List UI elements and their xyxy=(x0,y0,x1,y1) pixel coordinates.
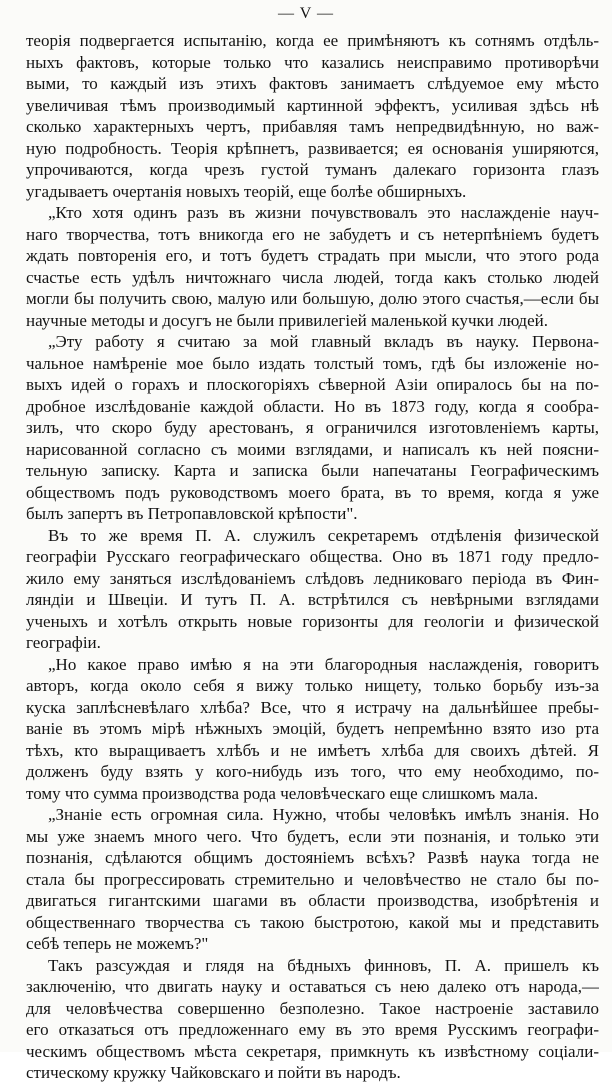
paragraph-2 xyxy=(26,202,599,331)
text-line: тому что сумма производства рода человѣческаго еще слишкомъ мала. xyxy=(26,783,539,803)
page-number: — V — xyxy=(278,5,334,22)
text-line: ляндіи и Швеціи. И тутъ П. А. встрѣтился съ невѣрными взглядами xyxy=(26,590,599,609)
text-line: общественнаго творчества съ такою быстротою, какой мы и представить xyxy=(26,912,599,932)
text-line: выми, то каждый изъ этихъ фактовъ занимаетъ слѣдуемое ему мѣсто xyxy=(26,74,599,93)
text-line: стическому кружку Чайковскаго и пойти въ народъ. xyxy=(26,1063,401,1082)
text-line: упрочиваются, когда чрезъ густой туманъ далекаго горизонта глазъ xyxy=(26,160,599,179)
paragraph-4 xyxy=(26,525,599,654)
text-line: ную подробность. Теорія крѣпнетъ, развивается; ея основанія уширяются, xyxy=(26,138,599,158)
text-line: себѣ теперь не можемъ?" xyxy=(26,934,209,953)
text-line: его отказаться отъ предложеннаго ему въ это время Русскимъ географи- xyxy=(26,1020,599,1039)
paragraph-5 xyxy=(26,654,599,805)
text-line: авторъ, когда около себя я вижу только нищету, только борьбу изъ-за xyxy=(26,676,599,695)
text-line: стала бы прогрессировать стремительно и человѣчество не стало бы по- xyxy=(26,869,599,889)
text-line: ческимъ обществомъ мѣста секретаря, примкнуть къ извѣстному соціали- xyxy=(26,1041,599,1061)
text-line: „Эту работу я считаю за мой главный вкладъ въ науку. Первона- xyxy=(48,332,599,351)
text-line: Такъ разсуждая и глядя на бѣдныхъ финновъ, П. А. пришелъ къ xyxy=(48,955,599,975)
text-line: угадываетъ очертанія новыхъ теорій, еще болѣе обширныхъ. xyxy=(26,181,467,201)
paragraph-6 xyxy=(26,804,599,955)
text-line: ныхъ фактовъ, которые только что казались неисправимо противорѣчи xyxy=(26,52,599,72)
text-line: сколько характерныхъ чертъ, прибавляя тамъ непредвидѣнную, но важ- xyxy=(26,117,599,136)
text-line: научные методы и досугъ не были привилегіей маленькой кучки людей. xyxy=(26,310,548,330)
text-line: выхъ идей о горахъ и плоскогоріяхъ сѣверной Азіи опиралось бы на по- xyxy=(26,375,599,394)
text-line: тельную записку. Карта и записка были напечатаны Географическимъ xyxy=(26,461,599,480)
text-line: наго творчества, тотъ вникогда его не забудетъ и съ нетерпѣніемъ будетъ xyxy=(26,224,599,244)
text-line: „Знаніе есть огромная сила. Нужно, чтобы человѣкъ имѣлъ знанія. Но xyxy=(48,805,599,824)
paragraph-7 xyxy=(26,955,599,1084)
text-line: географіи Русскаго географическаго общества. Оно въ 1871 году предло- xyxy=(26,547,599,566)
text-line: познанія, сдѣлаются общимъ достояніемъ всѣхъ? Развѣ наука тогда не xyxy=(26,848,599,867)
text-line: ваніе въ этомъ мірѣ нѣжныхъ эмоцій, будетъ непремѣнно взято изо рта xyxy=(26,719,599,738)
text-line: могли бы получить свою, малую или большую, долю этого счастья,—если бы xyxy=(26,289,599,308)
text-line: былъ запертъ въ Петропавловской крѣпости". xyxy=(26,504,358,523)
text-line: двигаться гигантскими шагами въ области производства, изобрѣтенія и xyxy=(26,891,599,910)
text-line: теорія подвергается испытанію, когда ее примѣняютъ къ сотнямъ отдѣль- xyxy=(26,31,599,50)
text-line: увеличивая тѣмъ производимый картинной эффектъ, усиливая здѣсь нѣ xyxy=(26,95,599,115)
text-line: для человѣчества совершенно безполезно. Такое настроеніе заставило xyxy=(26,998,599,1018)
text-line: географіи. xyxy=(26,633,101,652)
text-line: тѣхъ, кто выращиваетъ хлѣбъ и не имѣетъ хлѣба для своихъ дѣтей. Я xyxy=(26,740,599,760)
text-line: чальное намѣреніе мое было издать толстый томъ, гдѣ бы изложеніе но- xyxy=(26,353,599,373)
text-line: Въ то же время П. А. служилъ секретаремъ отдѣленія физической xyxy=(48,525,599,545)
text-line: „Кто хотя одинъ разъ въ жизни почувствовалъ это наслажденіе науч- xyxy=(48,203,599,222)
paragraph-3 xyxy=(26,331,599,525)
text-line: долженъ буду взять у кого-нибудь изъ того, что ему необходимо, по- xyxy=(26,762,599,781)
text-line: заключенію, что двигать науку и оставаться съ нею далеко отъ народа,— xyxy=(26,977,599,996)
text-line: „Но какое право имѣю я на эти благородныя наслажденія, говоритъ xyxy=(48,654,599,674)
text-line: дробное изслѣдованіе каждой области. Но въ 1873 году, когда я сообра- xyxy=(26,396,599,416)
text-line: зилъ, что скоро буду арестованъ, я ограничился изготовленіемъ карты, xyxy=(26,418,599,437)
text-line: нарисованной согласно съ моими взглядами, и написалъ къ ней поясни- xyxy=(26,439,599,459)
text-line: обществомъ подъ руководствомъ моего брата, въ то время, когда я уже xyxy=(26,482,599,502)
paragraph-1 xyxy=(26,30,599,202)
text-line: мы уже знаемъ много чего. Что будетъ, если эти познанія, и только эти xyxy=(26,826,599,846)
text-line: куска заплѣсневѣлаго хлѣба? Все, что я истрачу на дальнѣйшее пребы- xyxy=(26,697,599,717)
text-line: счастье есть удѣлъ ничтожнаго числа людей, тогда какъ столько людей xyxy=(26,267,599,287)
text-line: жило ему заняться изслѣдованіемъ слѣдовъ ледниковаго періода въ Фин- xyxy=(26,568,599,588)
text-line: ученыхъ и хотѣлъ открыть новые горизонты для геологіи и физической xyxy=(26,611,599,631)
page-text xyxy=(26,30,599,1084)
text-line: ждать повторенія его, и тотъ будетъ страдать при мысли, что этого рода xyxy=(26,246,599,265)
